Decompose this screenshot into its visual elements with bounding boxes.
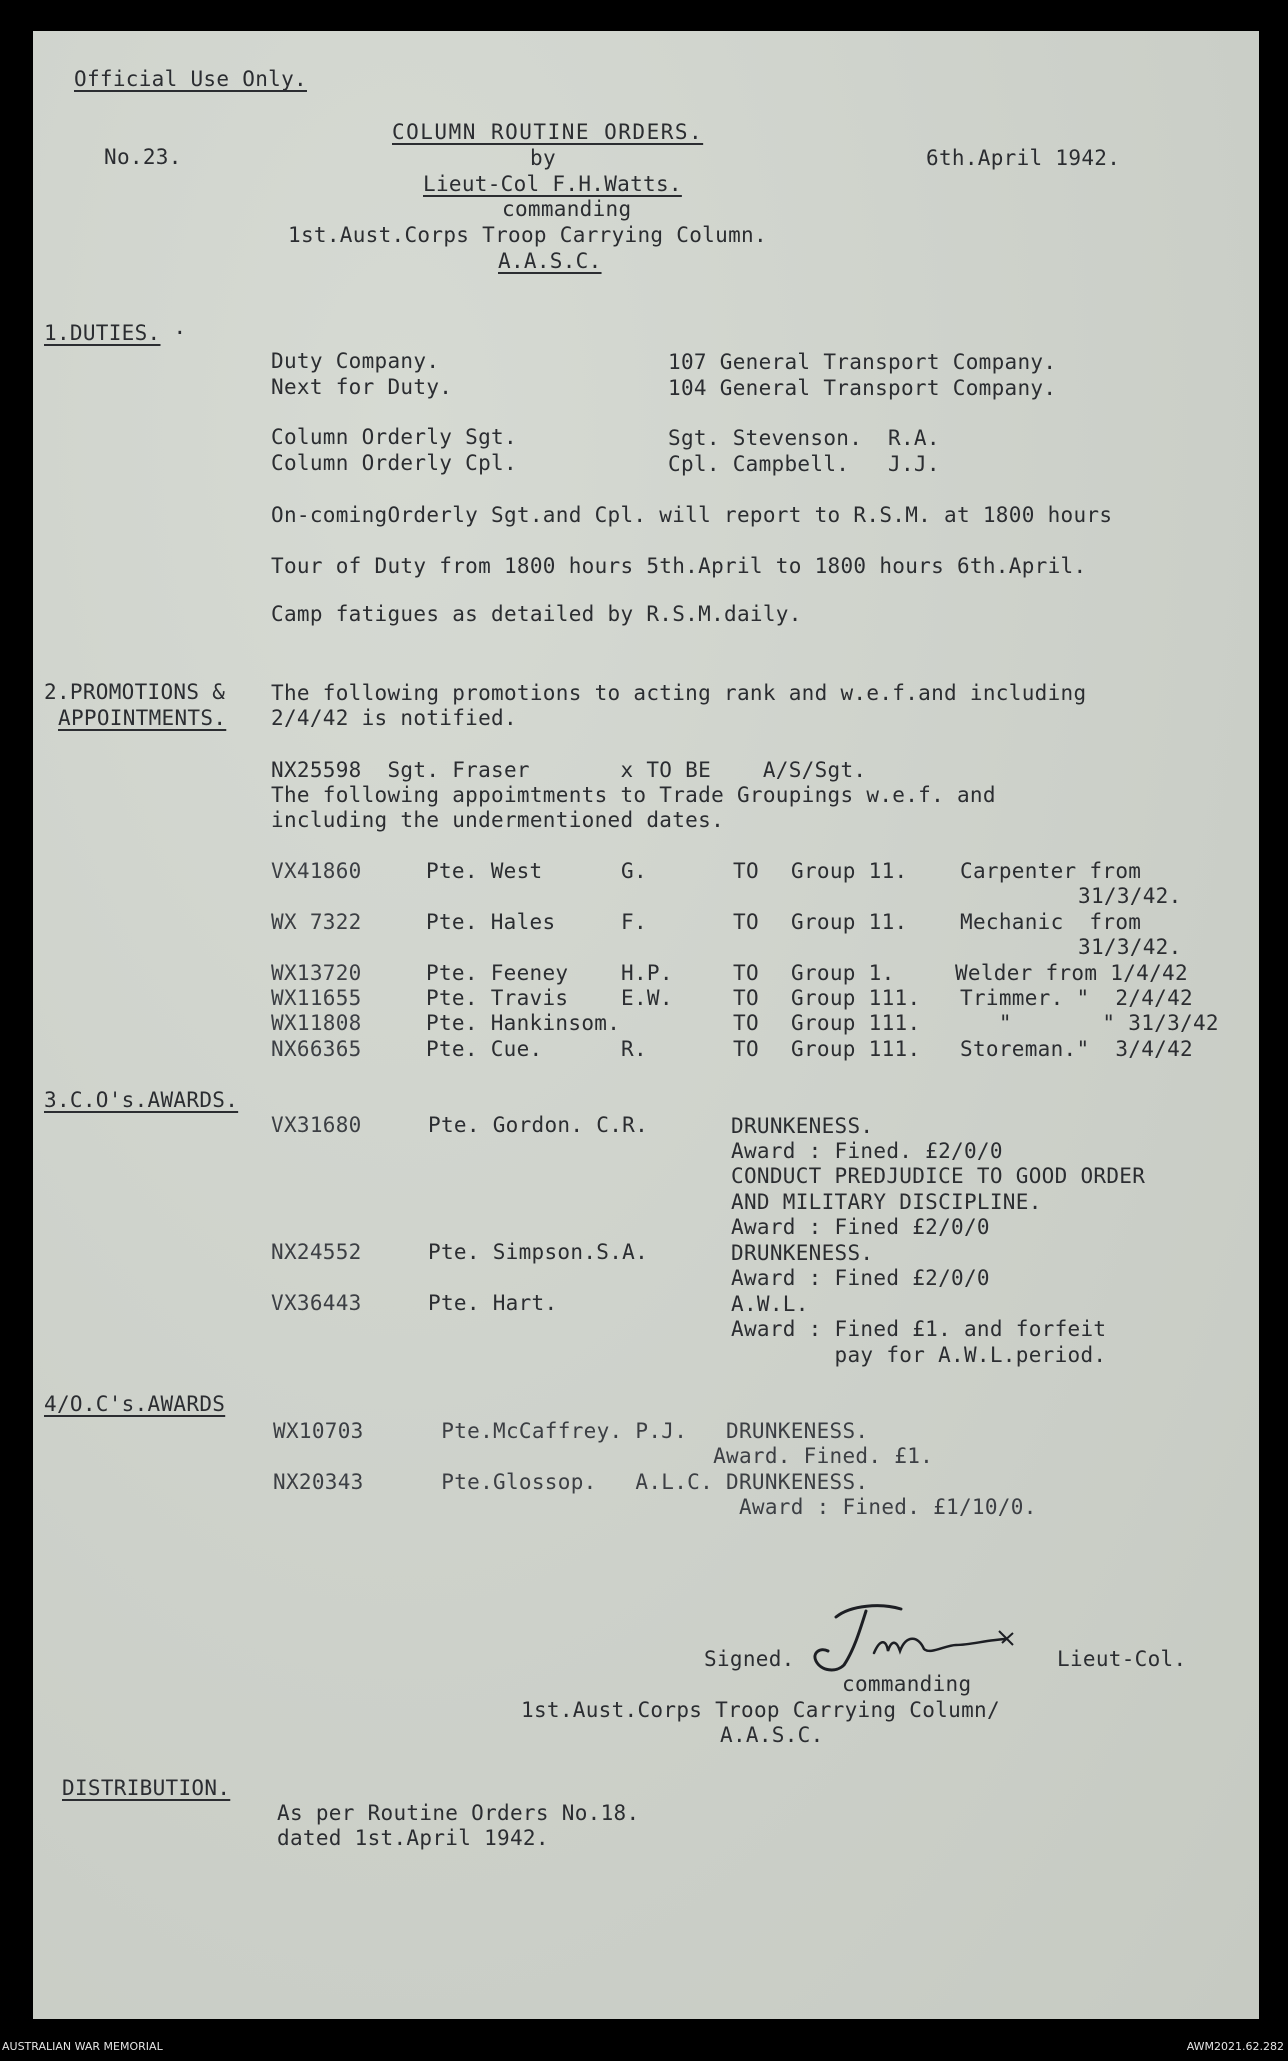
duty-note: On-comingOrderly Sgt.and Cpl. will report to R.S.M. at 1800 hours bbox=[271, 503, 1113, 527]
award-text: A.W.L. bbox=[731, 1292, 809, 1316]
service-number: NX66365 bbox=[271, 1037, 362, 1061]
appointments-heading: APPOINTMENTS. bbox=[58, 706, 227, 730]
duty-value: Cpl. Campbell. J.J. bbox=[668, 452, 940, 476]
award-text: pay for A.W.L.period. bbox=[731, 1343, 1107, 1367]
handwritten-signature bbox=[796, 1595, 1046, 1680]
soldier-initials: G. bbox=[621, 859, 647, 883]
soldier-name: Pte. Hankinsom. bbox=[426, 1011, 621, 1035]
duty-label: Next for Duty. bbox=[271, 375, 453, 399]
duty-label: Duty Company. bbox=[271, 349, 440, 373]
unit-corps: A.A.S.C. bbox=[498, 249, 602, 273]
service-number: VX36443 bbox=[271, 1291, 362, 1315]
group: Group 111. bbox=[791, 986, 921, 1010]
service-number: WX13720 bbox=[271, 961, 362, 985]
title-commanding: commanding bbox=[502, 197, 632, 221]
order-number: No.23. bbox=[104, 145, 182, 169]
appointments-intro: including the undermentioned dates. bbox=[271, 808, 725, 832]
trade: Storeman." 3/4/42 bbox=[960, 1037, 1193, 1061]
duty-label: Column Orderly Sgt. bbox=[271, 425, 517, 449]
soldier-initials: R. bbox=[621, 1037, 647, 1061]
group: Group 11. bbox=[791, 910, 908, 934]
order-date: 6th.April 1942. bbox=[926, 146, 1121, 170]
duty-note: Tour of Duty from 1800 hours 5th.April to 1800 hours 6th.April. bbox=[271, 554, 1087, 578]
archive-reference: AWM2021.62.282 bbox=[1186, 2040, 1284, 2053]
trade: Trimmer. " 2/4/42 bbox=[960, 986, 1193, 1010]
service-number: WX11808 bbox=[271, 1011, 362, 1035]
soldier-name: Pte. Simpson.S.A. bbox=[428, 1240, 649, 1264]
trade: Welder from 1/4/42 bbox=[942, 961, 1188, 985]
duty-note: Camp fatigues as detailed by R.S.M.daily. bbox=[271, 602, 802, 626]
soldier-initials: F. bbox=[621, 910, 647, 934]
promotions-intro: 2/4/42 is notified. bbox=[271, 706, 517, 730]
appointments-intro: The following appoimtments to Trade Groupings w.e.f. and bbox=[271, 783, 996, 807]
issuing-officer: Lieut-Col F.H.Watts. bbox=[423, 172, 682, 196]
award-text: Award : Fined £2/0/0 bbox=[731, 1215, 990, 1239]
unit-name: 1st.Aust.Corps Troop Carrying Column. bbox=[288, 223, 767, 247]
trade: Mechanic from bbox=[960, 910, 1142, 934]
award-text: DRUNKENESS. bbox=[731, 1241, 874, 1265]
award-text: Award : Fined £1. and forfeit bbox=[731, 1317, 1107, 1341]
oc-award-line: Award. Fined. £1. bbox=[273, 1444, 934, 1468]
trade: " " 31/3/42 bbox=[960, 1011, 1219, 1035]
to-word: TO bbox=[733, 961, 759, 985]
oc-award-line: WX10703 Pte.McCaffrey. P.J. DRUNKENESS. bbox=[273, 1419, 869, 1443]
archive-credit: AUSTRALIAN WAR MEMORIAL bbox=[2, 2040, 163, 2053]
award-text: Award : Fined. £2/0/0 bbox=[731, 1139, 1003, 1163]
trade-date: 31/3/42. bbox=[1078, 935, 1182, 959]
document-title: COLUMN ROUTINE ORDERS. bbox=[392, 120, 704, 144]
oc-award-line: NX20343 Pte.Glossop. A.L.C. DRUNKENESS. bbox=[273, 1470, 869, 1494]
award-text: Award : Fined £2/0/0 bbox=[731, 1266, 990, 1290]
soldier-name: Pte. Cue. bbox=[426, 1037, 543, 1061]
soldier-name: Pte. Feeney bbox=[426, 961, 569, 985]
to-word: TO bbox=[733, 1037, 759, 1061]
to-word: TO bbox=[733, 910, 759, 934]
duty-value: 107 General Transport Company. bbox=[668, 350, 1057, 374]
group: Group 11. bbox=[791, 859, 908, 883]
distribution-line: dated 1st.April 1942. bbox=[277, 1826, 549, 1850]
service-number: WX 7322 bbox=[271, 910, 362, 934]
title-by: by bbox=[530, 146, 556, 170]
award-text: DRUNKENESS. bbox=[731, 1114, 874, 1138]
duty-label: Column Orderly Cpl. bbox=[271, 451, 517, 475]
group: Group 111. bbox=[791, 1011, 921, 1035]
co-awards-heading: 3.C.O's.AWARDS. bbox=[44, 1088, 239, 1112]
soldier-name: Pte. West bbox=[426, 859, 543, 883]
oc-awards-heading: 4/O.C's.AWARDS bbox=[44, 1392, 226, 1416]
soldier-name: Pte. Hales bbox=[426, 910, 556, 934]
to-word: TO bbox=[733, 859, 759, 883]
service-number: WX11655 bbox=[271, 986, 362, 1010]
signature-corps: A.A.S.C. bbox=[720, 1723, 824, 1747]
promotions-heading: 2.PROMOTIONS & bbox=[44, 680, 226, 704]
service-number: VX41860 bbox=[271, 859, 362, 883]
duty-value: 104 General Transport Company. bbox=[668, 376, 1057, 400]
official-use-stamp: Official Use Only. bbox=[74, 67, 307, 91]
trade-date: 31/3/42. bbox=[1078, 884, 1182, 908]
soldier-name: Pte. Travis bbox=[426, 986, 569, 1010]
to-word: TO bbox=[733, 986, 759, 1010]
award-text: AND MILITARY DISCIPLINE. bbox=[731, 1190, 1042, 1214]
soldier-name: Pte. Hart. bbox=[428, 1291, 558, 1315]
soldier-initials: E.W. bbox=[621, 986, 673, 1010]
signature-commanding: commanding bbox=[842, 1672, 972, 1696]
duties-heading: 1.DUTIES. · bbox=[44, 321, 187, 345]
duty-value: Sgt. Stevenson. R.A. bbox=[668, 426, 940, 450]
group: Group 111. bbox=[791, 1037, 921, 1061]
duties-heading-text: 1.DUTIES. bbox=[44, 321, 161, 345]
soldier-name: Pte. Gordon. C.R. bbox=[428, 1113, 649, 1137]
signature-unit: 1st.Aust.Corps Troop Carrying Column/ bbox=[521, 1698, 1000, 1722]
signed-label: Signed. bbox=[704, 1647, 795, 1671]
signature-rank: Lieut-Col. bbox=[1057, 1647, 1187, 1671]
trade: Carpenter from bbox=[960, 859, 1142, 883]
distribution-heading: DISTRIBUTION. bbox=[62, 1776, 231, 1800]
promotion-entry: NX25598 Sgt. Fraser x TO BE A/S/Sgt. bbox=[271, 758, 867, 782]
oc-award-line: Award : Fined. £1/10/0. bbox=[273, 1495, 1037, 1519]
soldier-initials: H.P. bbox=[621, 961, 673, 985]
distribution-line: As per Routine Orders No.18. bbox=[277, 1801, 640, 1825]
service-number: NX24552 bbox=[271, 1240, 362, 1264]
award-text: CONDUCT PREDJUDICE TO GOOD ORDER bbox=[731, 1164, 1146, 1188]
service-number: VX31680 bbox=[271, 1113, 362, 1137]
to-word: TO bbox=[733, 1011, 759, 1035]
promotions-intro: The following promotions to acting rank and w.e.f.and including bbox=[271, 681, 1087, 705]
group: Group 1. bbox=[791, 961, 895, 985]
